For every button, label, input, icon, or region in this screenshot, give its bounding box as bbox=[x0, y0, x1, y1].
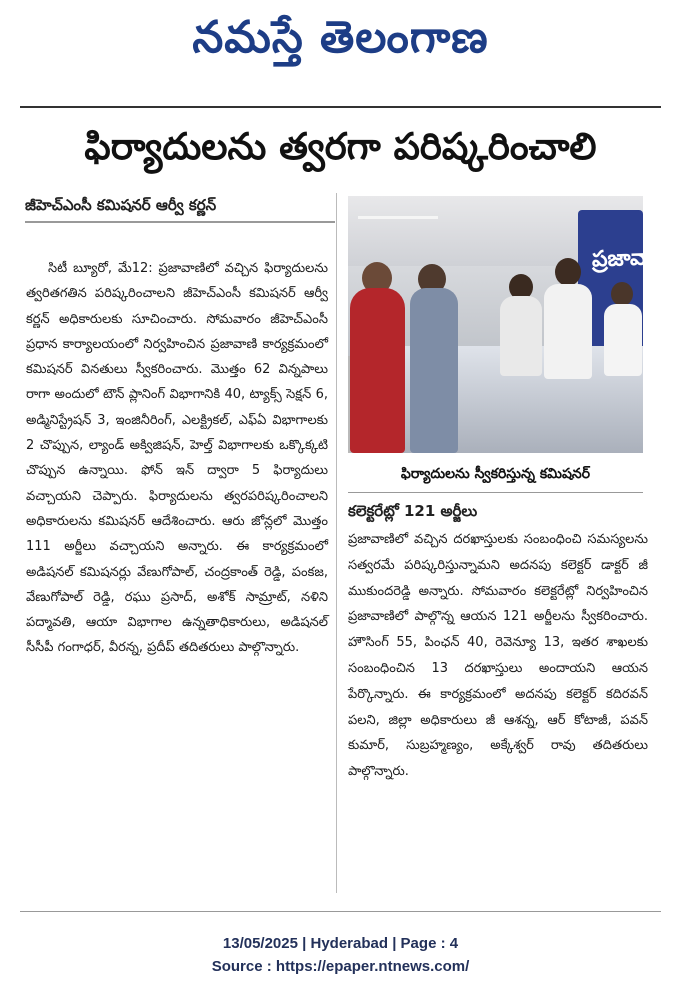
person-figure bbox=[410, 288, 458, 453]
person-figure bbox=[350, 288, 405, 453]
footer-dateline: 13/05/2025 | Hyderabad | Page : 4 bbox=[222, 935, 459, 952]
side-article-column bbox=[348, 527, 648, 785]
divider bbox=[20, 911, 661, 912]
photo-banner-text: ప్రజావాణి bbox=[591, 244, 672, 273]
person-figure bbox=[604, 304, 642, 376]
footer-source-link[interactable]: Source : https://epaper.ntnews.com/ bbox=[211, 958, 470, 975]
side-article-subheadline: కలెక్టరేట్లో 121 అర్జీలు bbox=[348, 502, 478, 520]
article-main-column bbox=[26, 256, 328, 661]
side-article-text: ప్రజావాణిలో వచ్చిన దరఖాస్తులకు సంబంధించి సమస్యలను సత్వరమే పరిష్కరిస్తున్నామని అదనపు కలెక్టర్ డాక్టర్ జీ ముకుందరెడ్డి అన్నారు. సోమవారం కలెక్టరేట్లో నిర్వహించిన ప్రజావాణిలో పాల్గొన్న ఆయన 121 అర్జీలను స్వీకరించారు. హౌసింగ్ 55, పింఛన్ 40, రెవెన్యూ 13, ఇతర శాఖలకు సంబంధించిన 13 దరఖాస్తులు అందాయని ఆయన పేర్కొన్నారు. ఈ కార్యక్రమంలో అదనపు కలెక్టర్ కదిరవన్ పలని, జిల్లా అధికారులు జీ ఆశన్న, ఆర్ కోటాజీ, పవన్ కుమార్, సుబ్రహ్మణ్యం, అక్కేశ్వర్ రావు తదితరులు పాల్గొన్నారు. bbox=[348, 532, 648, 780]
photo-caption: ఫిర్యాదులను స్వీకరిస్తున్న కమిషనర్ bbox=[400, 466, 591, 482]
subheadline: జీహెచ్ఎంసీ కమిషనర్ ఆర్వీ కర్ణన్ bbox=[25, 193, 335, 223]
person-head bbox=[555, 258, 581, 286]
person-figure bbox=[544, 284, 592, 379]
article-main-text: సిటీ బ్యూరో, మే12: ప్రజావాణిలో వచ్చిన ఫిర్యాదులను త్వరితగతిన పరిష్కరించాలని జీహెచ్ఎంసీ కమిషనర్ ఆర్వీ కర్ణన్ అధికారులకు సూచించారు. సోమవారం జీహెచ్ఎంసీ ప్రధాన కార్యాలయంలో నిర్వహించిన ప్రజావాణి కార్యక్రమంలో కమిషనర్ వినతులు స్వీకరించారు. మొత్తం 62 విన్నపాలు రాగా అందులో టౌన్ ప్లానింగ్ విభాగానికి 40, ట్యాక్స్ సెక్షన్ 6, అడ్మినిస్ట్రేషన్ 3, ఇంజినీరింగ్, ఎలక్ట్రికల్, ఎఫ్ఏ విభాగాలకు 2 చొప్పున, ల్యాండ్ అక్విజిషన్, హెల్త్ విభాగాలకు ఒక్కొక్కటి చొప్పున ఉన్నాయి. ఫోన్ ఇన్ ద్వారా 5 ఫిర్యాదులు వచ్చాయని చెప్పారు. ఫిర్యాదులను త్వరపరిష్కరించాలని అధికారులను కమిషనర్ ఆదేశించారు. ఆరు జోన్లలో మొత్తం 111 అర్జీలు వచ్చాయని అన్నారు. ఈ కార్యక్రమంలో అడిషనల్ కమిషనర్లు వేణుగోపాల్, చంద్రకాంత్ రెడ్డి, పంకజ, వేణుగోపాల్ రెడ్డి, రఘు ప్రసాద్, అశోక్ సామ్రాట్, నళిని పద్మావతి, ఆయా విభాగాల ఉన్నతాధికారులు, అడిషనల్ సీసీపీ గంగాధర్, వీరన్న, ప్రదీప్ తదితరులు పాల్గొన్నారు. bbox=[26, 261, 328, 656]
photo-lights bbox=[358, 216, 438, 229]
person-head bbox=[611, 282, 633, 306]
column-divider bbox=[336, 193, 337, 893]
headline: ఫిర్యాదులను త్వరగా పరిష్కరించాలి bbox=[84, 125, 597, 168]
page-footer bbox=[0, 932, 681, 978]
divider bbox=[348, 492, 643, 493]
news-photo bbox=[348, 196, 672, 453]
newspaper-masthead: నమస్తే తెలంగాణ bbox=[192, 12, 489, 63]
divider bbox=[20, 106, 661, 108]
person-figure bbox=[500, 296, 542, 376]
